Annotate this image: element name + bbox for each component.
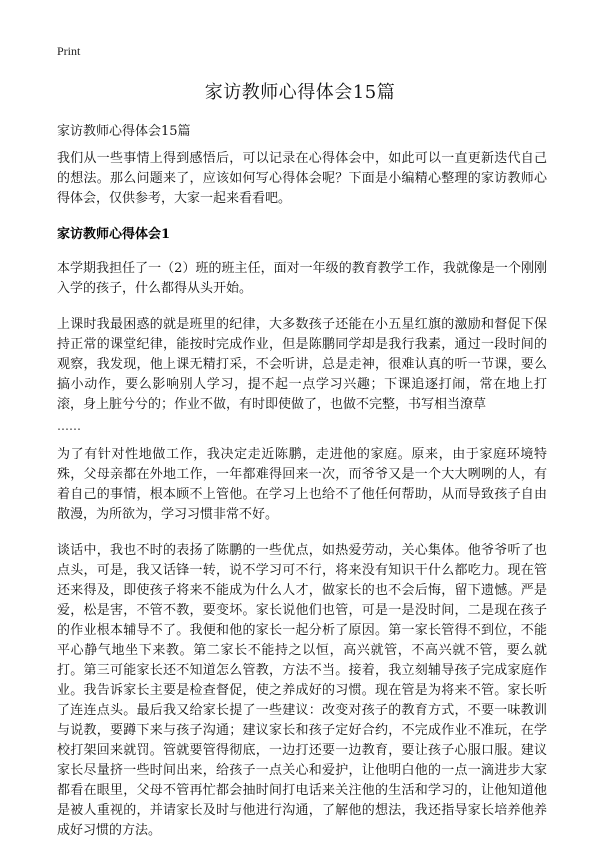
body-paragraph-1: 本学期我担任了一（2）班的班主任，面对一年级的教育教学工作，我就像是一个刚刚入学的孩子，什么都得从头开始。: [57, 261, 547, 296]
ellipsis-marker: ……: [57, 419, 81, 433]
body-paragraph-3: 为了有针对性地做工作，我决定走近陈鹏，走进他的家庭。原来，由于家庭环境特殊，父母亲都在外地工作，一年都难得回来一次，而爷爷又是一个大大咧咧的人，有着自己的事情，根本顾不上管他。在学习上也给不了他任何帮助，从而导致孩子自由散漫，为所欲为，学习习惯非常不好。: [57, 447, 547, 522]
body-paragraph-4: 谈话中，我也不时的表扬了陈鹏的一些优点，如热爱劳动，关心集体。他爷爷听了也点头，可是，我又话锋一转，说不学习可不行，将来没有知识干什么都吃力。现在管还来得及，即使孩子将来不能成为什么人才，做家长的也不会后悔，留下遗憾。严是爱，松是害，不管不教，要变坏。家长说他们也管，可是一是没时间，二是现在孩子的作业根本辅导不了。我便和他的家长一起分析了原因。第一家长管得不到位，不能平心静气地坐下来教。第二家长不能持之以恒，高兴就管，不高兴就不管，要么就打。第三可能家长还不知道怎么管教，方法不当。接着，我立刻辅导孩子完成家庭作业。我告诉家长主要是检查督促，使之养成好的习惯。现在管是为将来不管。家长听了连连点头。最后我又给家长提了一些建议：改变对孩子的教育方式，不要一味教训与说教，要蹲下来与孩子沟通；建议家长和孩子定好合约，不完成作业不准玩，在学校打架回来就罚。管就要管得彻底，一边打还要一边教育，要让孩子心服口服。建议家长尽量挤一些时间出来，给孩子一点关心和爱护，让他明白他的一点一滴进步大家都看在眼里，父母不管再忙都会抽时间打电话来关注他的生活和学习的，让他知道他是被人重视的，并请家长及时与他进行沟通，了解他的想法，我还指导家长培养他养成好习惯的方法。: [57, 543, 547, 838]
print-link[interactable]: Print: [57, 44, 81, 58]
article-body: [57, 149, 547, 857]
body-paragraph-2: 上课时我最困惑的就是班里的纪律，大多数孩子还能在小五星红旗的激励和督促下保持正常的课堂纪律，能按时完成作业，但是陈鹏同学却是我行我素，通过一段时间的观察，我发现，他上课无精打采，不会听讲，总是走神，很难认真的听一节课，要么搞小动作，要么影响别人学习，提不起一点学习兴趣；下课追逐打闹，常在地上打滚，身上脏兮兮的；作业不做，有时即使做了，也做不完整，书写相当潦草: [57, 317, 547, 412]
document-subtitle: 家访教师心得体会15篇: [57, 124, 191, 139]
section-heading: 家访教师心得体会1: [57, 227, 171, 242]
page-title: 家访教师心得体会15篇: [204, 82, 396, 103]
intro-paragraph: 我们从一些事情上得到感悟后，可以记录在心得体会中，如此可以一直更新迭代自己的想法。那么问题来了，应该如何写心得体会呢？下面是小编精心整理的家访教师心得体会，仅供参考，大家一起来看看吧。: [57, 151, 547, 206]
